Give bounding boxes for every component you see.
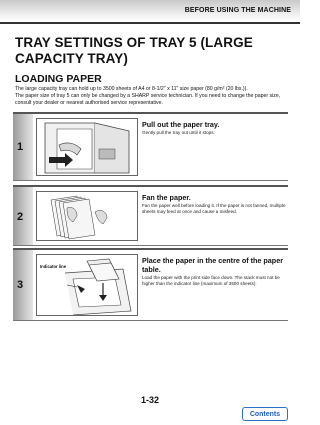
step-description: Gently pull the tray out until it stops.	[142, 130, 215, 135]
indicator-line-label: Indicator line	[40, 264, 67, 269]
step-number: 2	[17, 211, 24, 223]
step-1	[13, 112, 288, 181]
intro-line: The paper size of tray 5 can only be changed by a SHARP service technician. If you need to change the paper size,	[15, 93, 281, 100]
section-heading: LOADING PAPER	[15, 73, 102, 85]
step-number: 3	[17, 279, 24, 291]
page-number: 1-32	[140, 395, 159, 405]
step-number: 1	[17, 141, 24, 153]
intro-text	[15, 86, 287, 108]
step-title: Fan the paper.	[142, 193, 191, 202]
step-description: Load the paper with the print side face down. The stack must not be higher than the indicator line (maximum of 3500 sheets).	[142, 275, 280, 287]
step-3	[13, 248, 288, 321]
step-number-column	[13, 187, 33, 245]
step-number-column	[13, 250, 33, 320]
step-2	[13, 185, 288, 246]
step-description: Fan the paper well before loading it. If the paper is not fanned, multiple sheets may feed at once and cause a misfeed.	[142, 203, 286, 215]
intro-line: consult your dealer or nearest authorised service representative.	[15, 100, 163, 107]
step-title: Pull out the paper tray.	[142, 120, 220, 129]
pull-tray-illustration	[36, 118, 138, 176]
page-title: TRAY SETTINGS OF TRAY 5 (LARGE CAPACITY TRAY)	[15, 35, 253, 66]
header-bar	[0, 0, 300, 24]
contents-button[interactable]: Contents	[242, 407, 288, 421]
step-number-column	[13, 114, 33, 180]
fan-paper-illustration	[36, 191, 138, 241]
step-title: Place the paper in the centre of the paper table.	[142, 256, 283, 274]
intro-line: The large capacity tray can hold up to 3500 sheets of A4 or 8-1/2" x 11" size paper (80 g/m² (20 lbs.)).	[15, 86, 248, 92]
section-title: BEFORE USING THE MACHINE	[184, 7, 291, 14]
